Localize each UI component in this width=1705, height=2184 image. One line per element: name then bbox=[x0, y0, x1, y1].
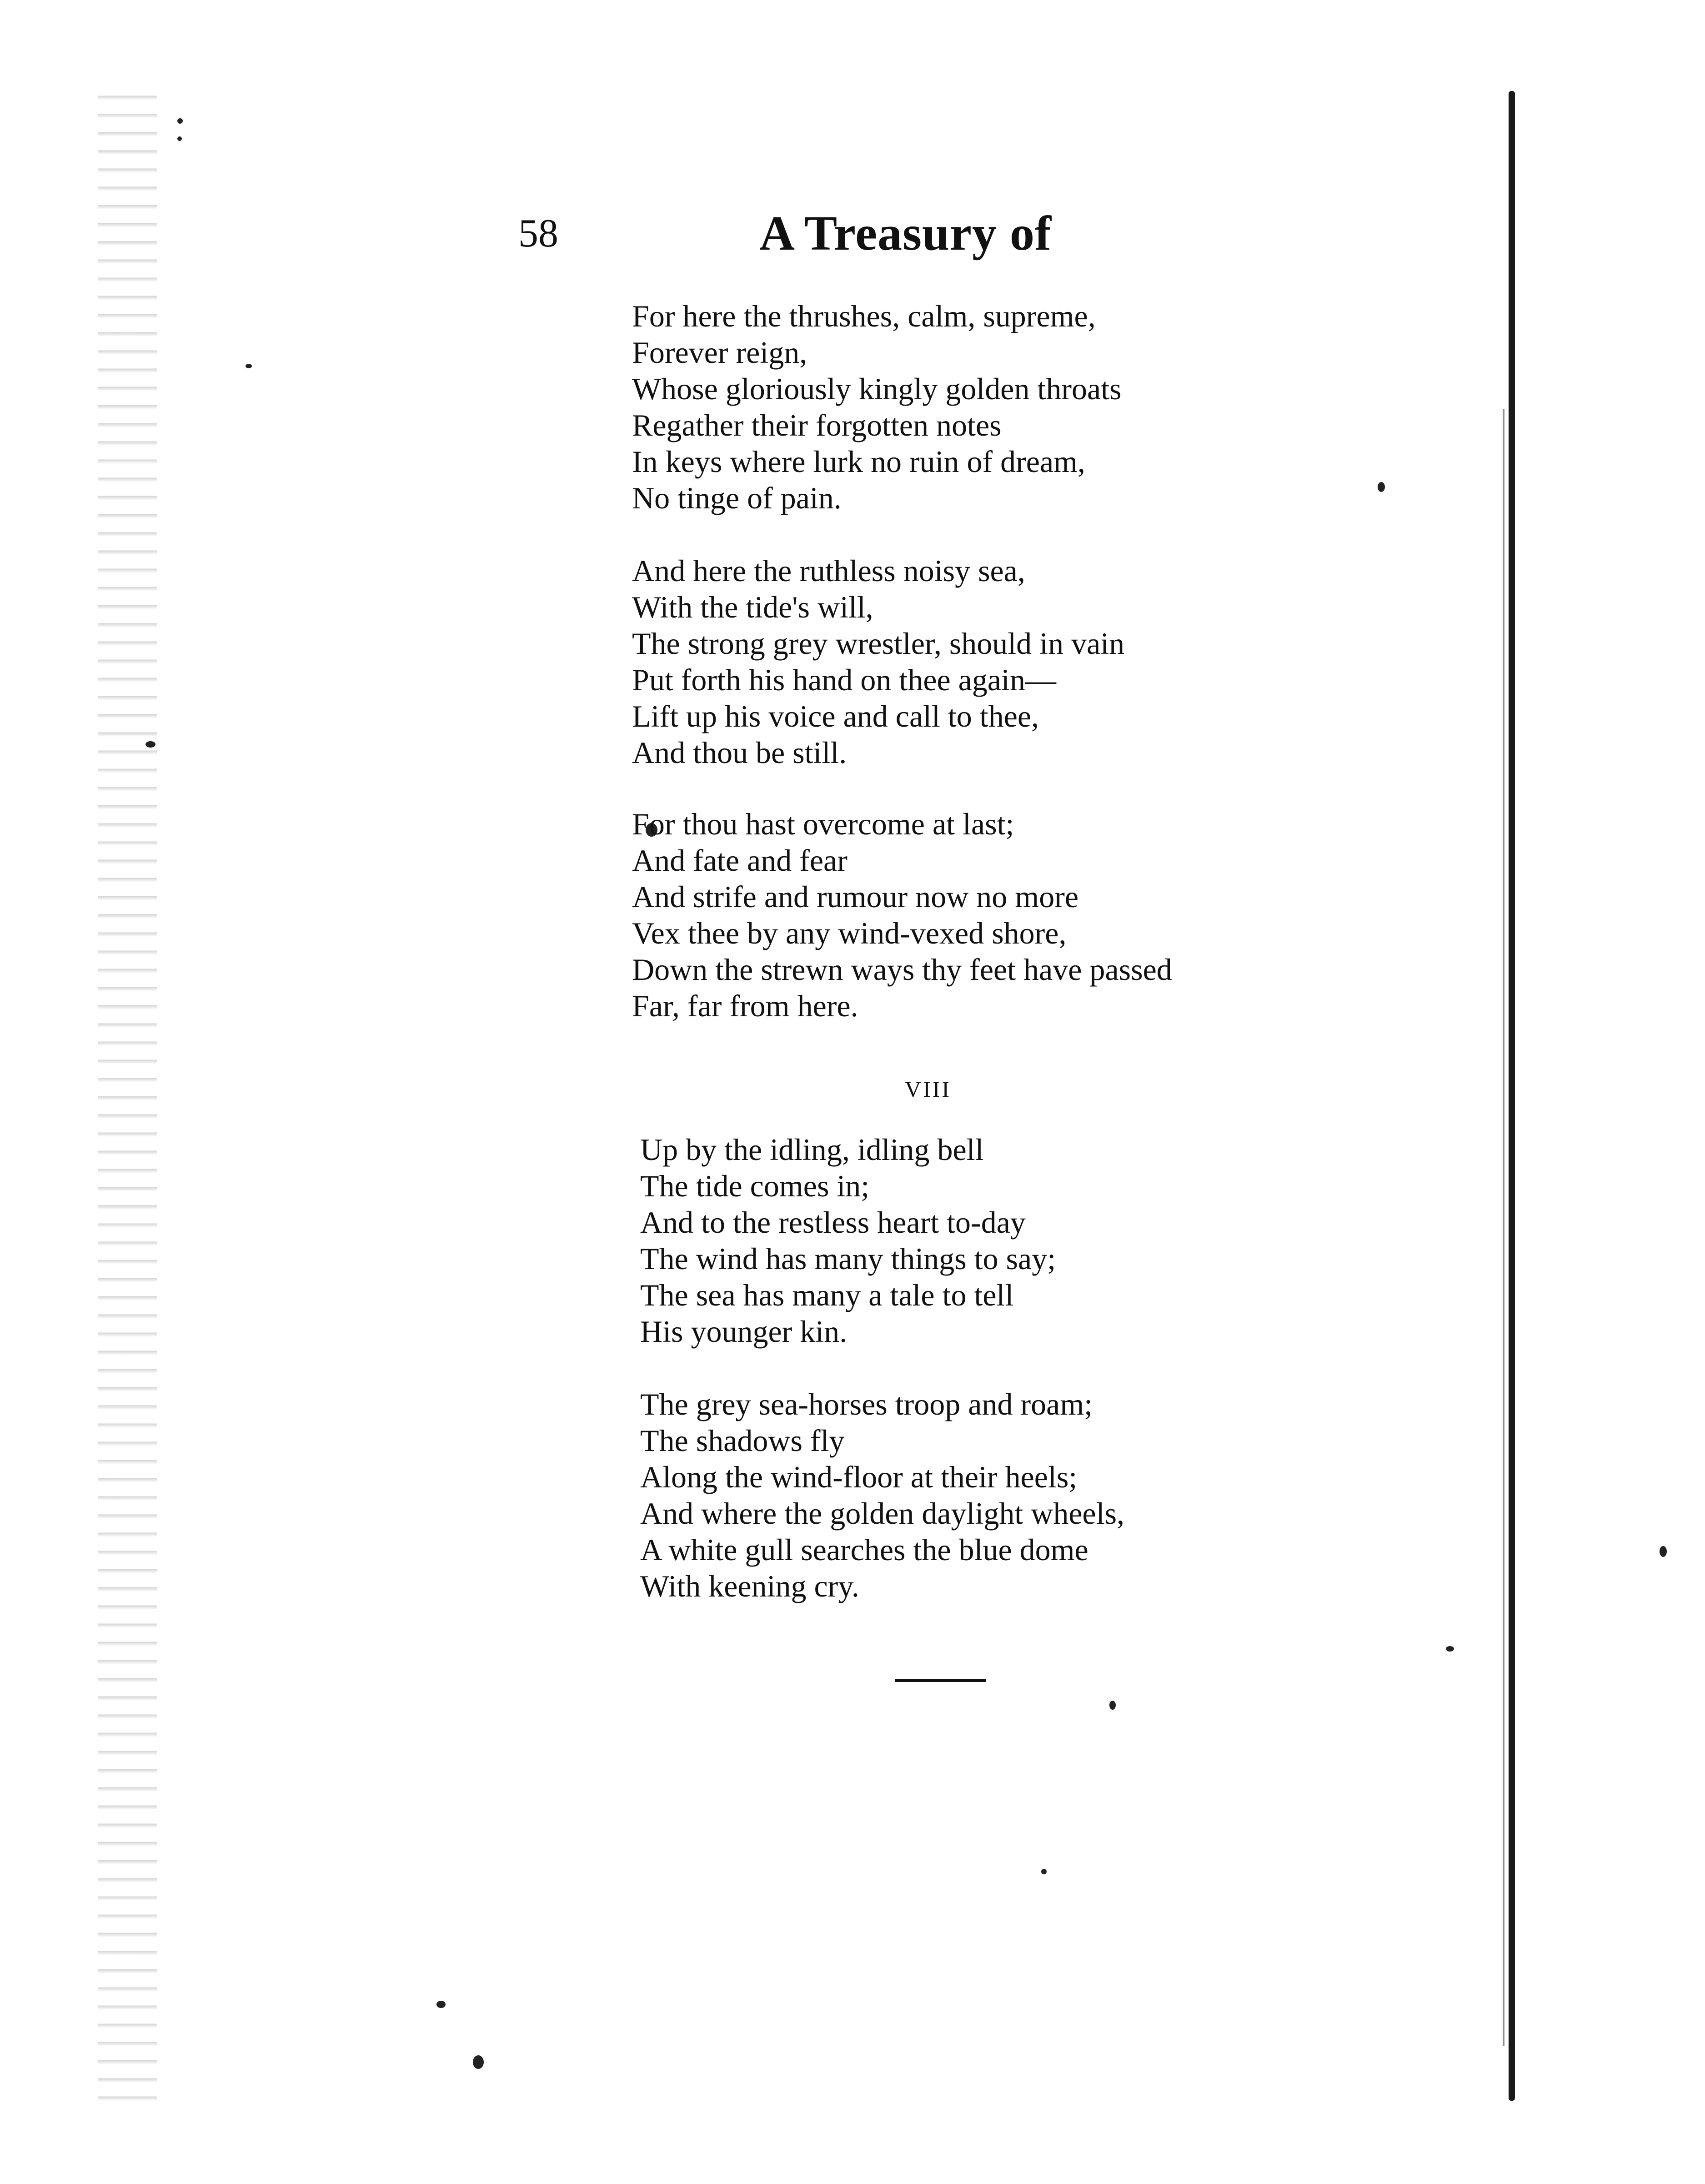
poem-line: And thou be still. bbox=[632, 735, 847, 770]
poem-line: The sea has many a tale to tell bbox=[640, 1278, 1014, 1312]
section-heading: VIII bbox=[905, 1076, 952, 1102]
scan-speck bbox=[1378, 482, 1385, 492]
poem-line: With the tide's will, bbox=[632, 590, 873, 624]
poem-line: For here the thrushes, calm, supreme, bbox=[632, 299, 1096, 333]
poem-line: Whose gloriously kingly golden throats bbox=[632, 372, 1122, 406]
poem-line: Up by the idling, idling bell bbox=[640, 1132, 984, 1167]
scan-speck bbox=[177, 118, 183, 124]
scan-speck bbox=[1660, 1546, 1667, 1557]
scan-speck bbox=[1446, 1646, 1454, 1652]
poem-line: Lift up his voice and call to thee, bbox=[632, 699, 1039, 733]
scan-speck bbox=[473, 2055, 484, 2069]
poem-line: And where the golden daylight wheels, bbox=[640, 1496, 1125, 1531]
poem-line: His younger kin. bbox=[640, 1314, 847, 1349]
poem-line: A white gull searches the blue dome bbox=[640, 1532, 1088, 1567]
scan-speck bbox=[246, 364, 252, 368]
scan-left-edge-artifacts bbox=[98, 82, 157, 2105]
stanza bbox=[632, 298, 1359, 516]
stanza bbox=[632, 552, 1359, 771]
scan-speck bbox=[1109, 1701, 1116, 1710]
end-rule-divider bbox=[895, 1679, 986, 1682]
stanza bbox=[640, 1131, 1368, 1350]
running-title: A Treasury of bbox=[759, 206, 1052, 261]
scan-speck bbox=[436, 2001, 446, 2008]
scan-right-edge-shadow bbox=[1509, 91, 1515, 2101]
poem-line: Forever reign, bbox=[632, 335, 807, 370]
poem-line: With keening cry. bbox=[640, 1569, 859, 1603]
poem-line: No tinge of pain. bbox=[632, 481, 842, 515]
poem-line: The grey sea-horses troop and roam; bbox=[640, 1387, 1093, 1421]
poem-line: For thou hast overcome at last; bbox=[632, 807, 1014, 841]
running-head bbox=[509, 200, 1114, 273]
poem-line: The strong grey wrestler, should in vain bbox=[632, 626, 1125, 661]
page-number: 58 bbox=[518, 211, 558, 256]
poem-line: Put forth his hand on thee again— bbox=[632, 663, 1056, 697]
stanza bbox=[640, 1386, 1368, 1604]
poem-line: Vex thee by any wind-vexed shore, bbox=[632, 916, 1067, 950]
poem-line: The tide comes in; bbox=[640, 1169, 870, 1203]
poem-line: And fate and fear bbox=[632, 843, 847, 878]
poem-line: And here the ruthless noisy sea, bbox=[632, 553, 1025, 588]
poem-line: Far, far from here. bbox=[632, 989, 858, 1023]
poem-line: And strife and rumour now no more bbox=[632, 879, 1079, 914]
poem-line: And to the restless heart to-day bbox=[640, 1205, 1026, 1240]
scan-speck bbox=[1041, 1869, 1047, 1874]
scan-speck bbox=[145, 741, 155, 748]
poem-line: The shadows fly bbox=[640, 1423, 845, 1458]
scan-speck bbox=[177, 136, 182, 141]
scan-right-edge-line bbox=[1503, 409, 1504, 2046]
stanza bbox=[632, 806, 1359, 1024]
poem-line: In keys where lurk no ruin of dream, bbox=[632, 444, 1086, 479]
poem-line: Down the strewn ways thy feet have passed bbox=[632, 952, 1172, 987]
poem-line: Regather their forgotten notes bbox=[632, 408, 1002, 442]
poem-line: The wind has many things to say; bbox=[640, 1241, 1056, 1276]
poem-line: Along the wind-floor at their heels; bbox=[640, 1460, 1078, 1494]
